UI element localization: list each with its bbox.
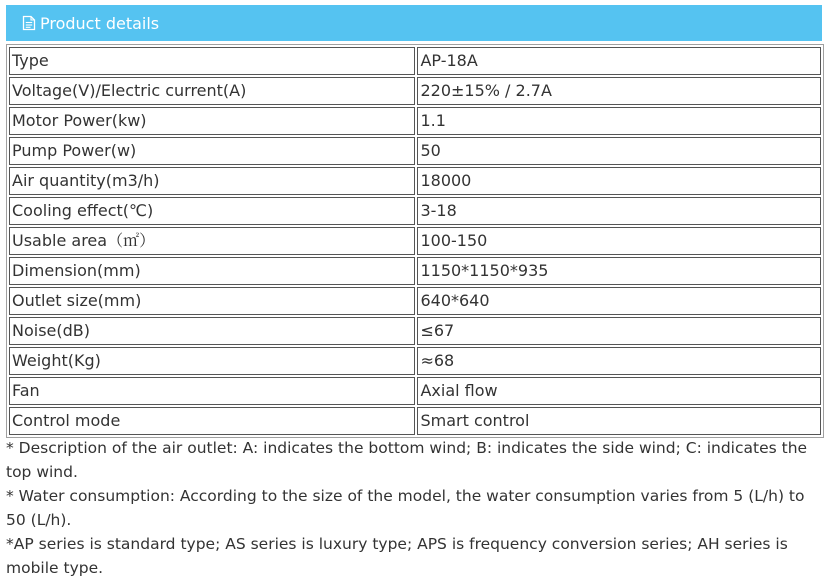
note-water: * Water consumption: According to the size of the model, the water consumption varies from 5 (L/h) to 50 (L/h). [6, 487, 805, 529]
table-row [9, 77, 821, 105]
spec-value: 220±15% / 2.7A [417, 77, 821, 105]
spec-label: Weight(Kg) [9, 347, 415, 375]
table-row [9, 137, 821, 165]
table-row [9, 407, 821, 435]
note-outlet: * Description of the air outlet: A: indicates the bottom wind; B: indicates the side wind; C: indicates the top wind. [6, 439, 808, 481]
spec-label: Voltage(V)/Electric current(A) [9, 77, 415, 105]
table-row [9, 287, 821, 315]
section-header [6, 5, 822, 41]
spec-value: Axial flow [417, 377, 821, 405]
spec-label: Control mode [9, 407, 415, 435]
spec-label: Dimension(mm) [9, 257, 415, 285]
spec-label: Air quantity(m3/h) [9, 167, 415, 195]
note-series: *AP series is standard type; AS series is luxury type; APS is frequency conversion series; AH series is mobile type. [6, 535, 788, 577]
spec-value: 1.1 [417, 107, 821, 135]
table-row [9, 317, 821, 345]
spec-value: AP-18A [417, 47, 821, 75]
table-row [9, 167, 821, 195]
section-title: Product details [40, 13, 160, 33]
spec-label: Usable area（㎡） [9, 227, 415, 255]
document-icon [22, 15, 36, 31]
spec-label: Pump Power(w) [9, 137, 415, 165]
table-row [9, 377, 821, 405]
spec-value: 1150*1150*935 [417, 257, 821, 285]
table-row [9, 107, 821, 135]
spec-label: Motor Power(kw) [9, 107, 415, 135]
spec-label: Type [9, 47, 415, 75]
spec-value: 18000 [417, 167, 821, 195]
spec-value: 50 [417, 137, 821, 165]
spec-label: Cooling effect(℃) [9, 197, 415, 225]
table-row [9, 197, 821, 225]
spec-value: 640*640 [417, 287, 821, 315]
table-row [9, 47, 821, 75]
spec-value: 3-18 [417, 197, 821, 225]
spec-label: Fan [9, 377, 415, 405]
spec-label: Noise(dB) [9, 317, 415, 345]
spec-value: ≈68 [417, 347, 821, 375]
table-row [9, 257, 821, 285]
spec-value: 100-150 [417, 227, 821, 255]
notes-section [6, 436, 824, 580]
table-row [9, 227, 821, 255]
table-row [9, 347, 821, 375]
spec-value: ≤67 [417, 317, 821, 345]
spec-label: Outlet size(mm) [9, 287, 415, 315]
spec-table [6, 44, 824, 438]
spec-value: Smart control [417, 407, 821, 435]
